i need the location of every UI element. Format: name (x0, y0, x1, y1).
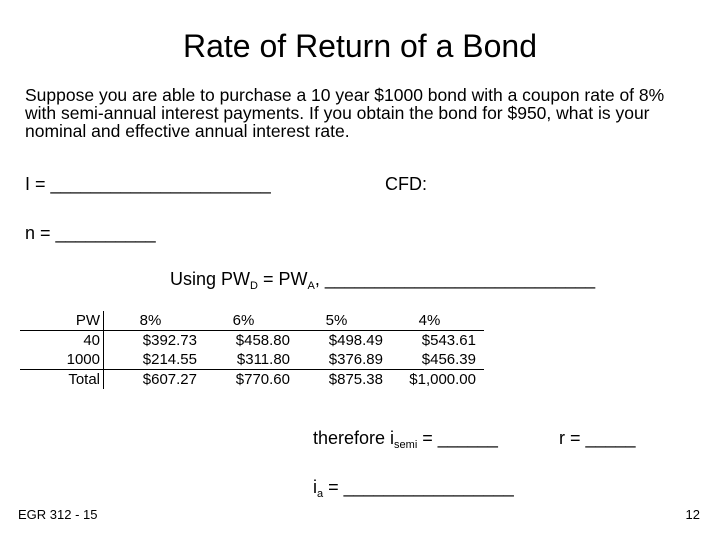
pw-equation-prefix: Using PW (170, 269, 251, 289)
nominal-rate-blank: r = _____ (559, 428, 636, 448)
row-label: 1000 (20, 350, 104, 370)
table-header-row (20, 311, 484, 331)
header-pw: PW (20, 311, 104, 331)
ia-suffix: = _________________ (323, 477, 514, 497)
isemi-line (313, 428, 498, 449)
effective-rate-line (313, 477, 514, 498)
cfd-label: CFD: (385, 174, 427, 194)
isemi-prefix: therefore i (313, 428, 395, 448)
total-cell: $875.38 (290, 370, 383, 390)
total-label: Total (20, 370, 104, 390)
pw-equation-mid: = PW (257, 269, 308, 289)
row-label: 40 (20, 331, 104, 351)
ia-prefix: i (313, 477, 317, 497)
table-cell: $458.80 (235, 332, 290, 349)
total-cell: $770.60 (197, 370, 290, 390)
pw-sub-a: A (307, 280, 315, 292)
header-rate: 8% (104, 311, 198, 331)
table-cell: $543.61 (421, 332, 476, 349)
course-footer: EGR 312 - 15 (18, 507, 98, 522)
table-row (20, 331, 484, 351)
table-cell: $214.55 (142, 351, 197, 368)
table-cell: $311.80 (236, 351, 290, 368)
ia-sub: a (317, 488, 324, 500)
isemi-sub: semi (394, 439, 418, 451)
total-cell: $1,000.00 (383, 370, 484, 390)
interest-rate-blank: I = ______________________ (25, 174, 271, 194)
problem-statement: Suppose you are able to purchase a 10 year $1000 bond with a coupon rate of 8% with semi-annual interest payments. If you obtain the bond for $950, what is your nominal and effective annual interest rate. (25, 85, 665, 141)
table-cell: $456.39 (421, 351, 476, 368)
slide-title: Rate of Return of a Bond (183, 28, 537, 64)
table-cell: $392.73 (142, 332, 197, 349)
pw-sub-d: D (250, 280, 258, 292)
pw-equation (170, 269, 595, 290)
pw-equation-suffix: , ___________________________ (314, 269, 596, 289)
table-row (20, 350, 484, 370)
header-rate: 6% (197, 311, 290, 331)
header-rate: 5% (290, 311, 383, 331)
page-number: 12 (685, 507, 700, 522)
header-rate: 4% (383, 311, 484, 331)
table-cell: $376.89 (328, 351, 383, 368)
periods-blank: n = __________ (25, 223, 156, 243)
isemi-suffix: = ______ (417, 428, 498, 448)
table-total-row (20, 370, 484, 390)
present-worth-table (20, 311, 484, 389)
total-cell: $607.27 (104, 370, 198, 390)
table-cell: $498.49 (328, 332, 383, 349)
